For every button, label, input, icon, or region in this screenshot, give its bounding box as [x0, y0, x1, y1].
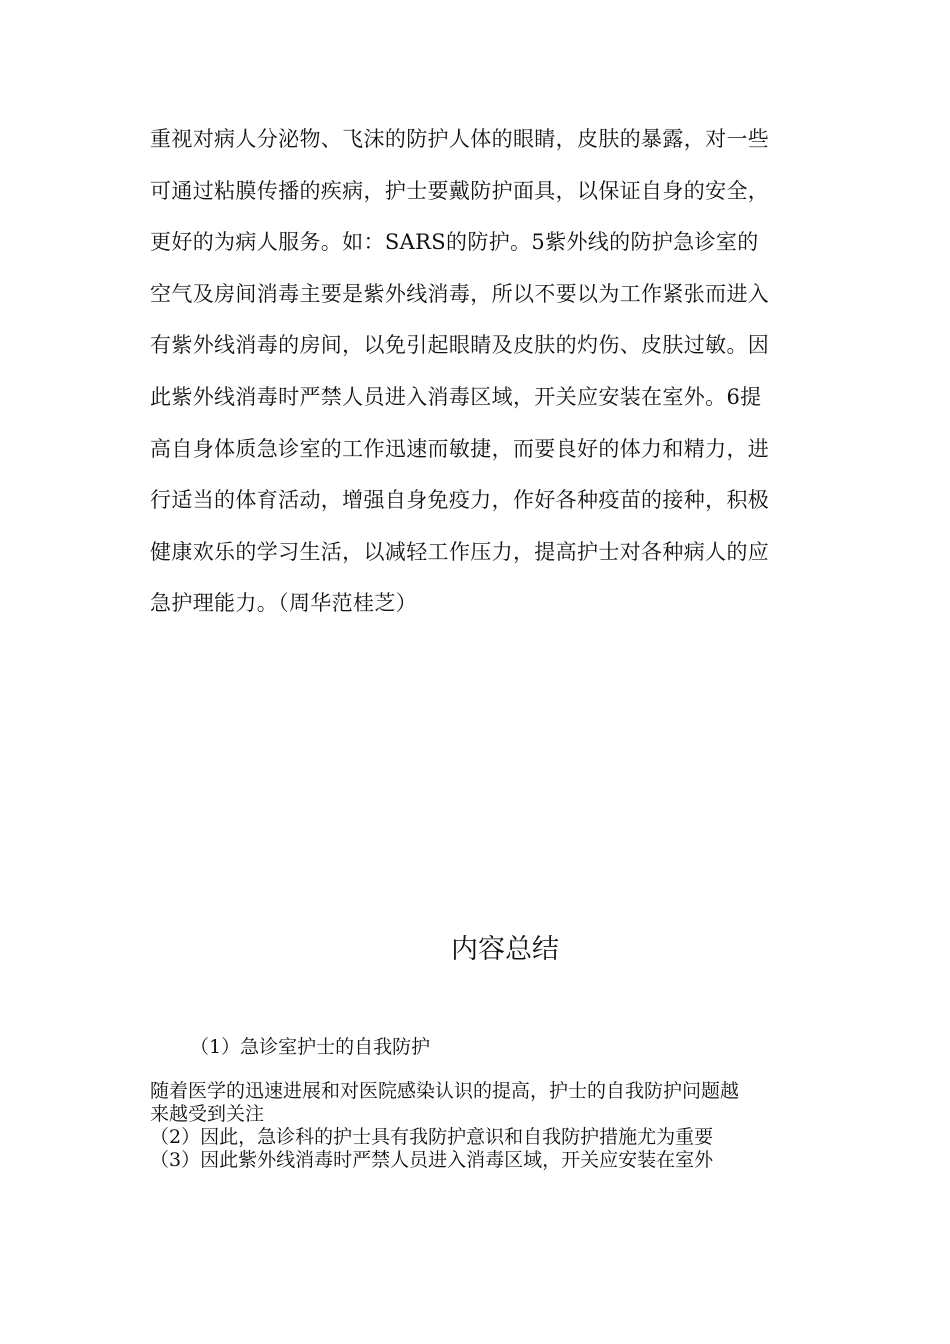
summary-item-2: （2）因此，急诊科的护士具有我防护意识和自我防护措施尤为重要: [150, 1126, 714, 1148]
body-line: 重视对病人分泌物、飞沫的防护人体的眼睛，皮肤的暴露，对一些: [150, 127, 770, 151]
body-line: 高自身体质急诊室的工作迅速而敏捷，而要良好的体力和精力，进: [150, 436, 770, 461]
summary-paragraph: [150, 1080, 810, 1172]
body-line: 更好的为病人服务。如：SARS的防护。5紫外线的防护急诊室的: [150, 230, 759, 255]
summary-item-1: （1）急诊室护士的自我防护: [190, 1036, 431, 1058]
body-line: 有紫外线消毒的房间，以免引起眼睛及皮肤的灼伤、皮肤过敏。因: [150, 333, 770, 358]
body-line: 此紫外线消毒时严禁人员进入消毒区域，开关应安装在室外。6提: [150, 384, 762, 409]
body-line: 急护理能力。（周华范桂芝）: [150, 591, 418, 616]
body-line: 健康欢乐的学习生活，以减轻工作压力，提高护士对各种病人的应: [150, 539, 770, 564]
summary-line: 随着医学的迅速进展和对医院感染认识的提高，护士的自我防护问题越: [150, 1080, 740, 1102]
body-paragraph: [150, 114, 805, 630]
summary-item-3: （3）因此紫外线消毒时严禁人员进入消毒区域，开关应安装在室外: [150, 1149, 714, 1171]
body-line: 行适当的体育活动，增强自身免疫力，作好各种疫苗的接种，积极: [150, 488, 770, 513]
body-line: 可通过粘膜传播的疾病，护士要戴防护面具，以保证自身的安全，: [150, 178, 770, 203]
body-line: 空气及房间消毒主要是紫外线消毒，所以不要以为工作紧张而进入: [150, 281, 770, 306]
summary-title: 内容总结: [451, 934, 559, 965]
summary-line: 来越受到关注: [150, 1103, 265, 1125]
